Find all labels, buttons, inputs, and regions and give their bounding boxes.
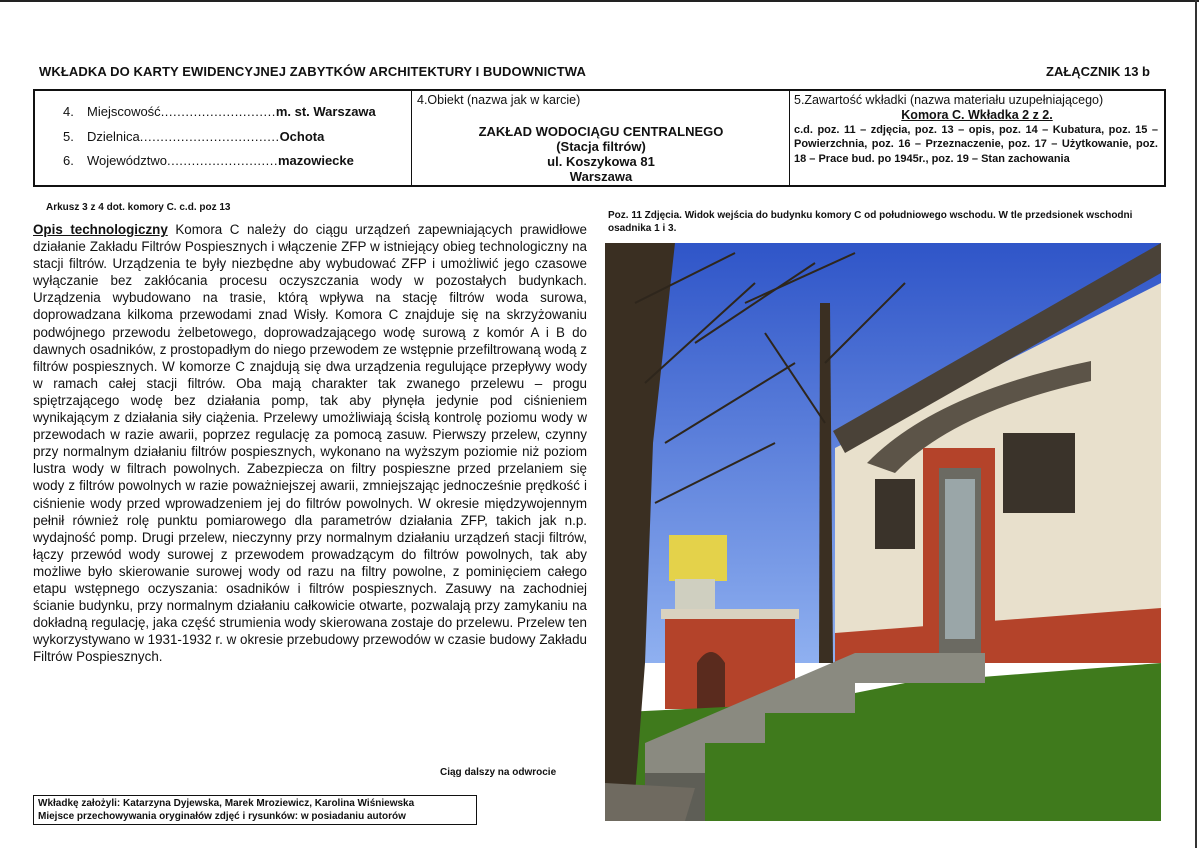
photo-path <box>605 783 695 821</box>
contents-cell <box>790 91 1164 185</box>
location-cell <box>35 91 412 185</box>
location-row-district: 5. Dzielnica..................................Ochota <box>63 129 325 144</box>
description-lead: Opis technologiczny <box>33 222 168 237</box>
photo-vestibule-arch <box>697 652 725 709</box>
photo-tower-base <box>675 579 715 609</box>
annex-label: ZAŁĄCZNIK 13 b <box>1046 64 1150 79</box>
photo-window-right <box>1003 433 1075 513</box>
photo-yellow-tower <box>669 535 727 581</box>
description-body: Komora C należy do ciągu urządzeń zapewniających prawidłowe działanie Zakładu Filtrów Pospiesznych i włączenie ZFP w istniejący obieg technologiczny na stacji filtrów. Urządzenia te były niezbędne aby wybudować ZFP i umożliwić jego czasowe wyłączanie bez zakłócania procesu oczyszczania wody w pozostałych budynkach. Urządzenia wybudowano na trasie, którą wpływa na stację filtrów woda surowa, doprowadzana kilkoma przewodami znad Wisły. Komora C znajduje się na skrzyżowaniu podwójnego przewodu żelbetowego, doprowadzającego wodę surową z komór A i B do dawnych osadników, z prostopadłym do niego przewodem ze wstępnie przefiltrowaną wodą z filtrów pospiesznych. W komorze C znajdują się dwa urządzenia regulujące przepływy wody w ramach całej stacji filtrów. Oba mają charakter tak zwanego przelewu – progu spiętrzającego wodę bez działania pomp, tak aby płynęła jedynie pod ciśnieniem wynikającym z działania siły ciążenia. Przelewy umożliwiają ścisłą kontrolę poziomu wody w przewodach w razie awarii, poprzez regulację za pomocą zasuw. Pierwszy przelew, czynny przy normalnym działaniu filtrów pospiesznych, wykonano na wyższym poziomie niż poziom lustra wody w filtrach powolnych. Zabezpiecza on filtry pospieszne przed przelaniem się wody z filtrów powolnych w razie poważniejszej awarii, zmniejszając jednocześnie prędkość i ciśnienie wody przed wprowadzeniem jej do filtrów powolnych. W okresie międzywojennym pełnił również rolę punktu pomiarowego dla parametrów działania ZFP, takich jak n.p. wydajność pomp. Drugi przelew, nieczynny przy normalnym działaniu urządzeń stacji filtrów, łączy przewód wody surowej z przewodem prowadzącym do filtrów powolnych, tak aby możliwe było skierowanie surowej wody od razu na filtry powolne, z pominięciem całego etapu wstępnego oczyszania: osadników i filtrów pospiesznych. Zasuwy na zachodniej ścianie budynku, przy normalnym działaniu całkowicie otwarte, pozwalają przy zamykaniu na dokładną regulację, jaka część strumienia wody skierowana zostaje do przelewu. Przelew ten wykorzystywano w 1931-1932 r. w okresie przebudowy przewodów w czasie budowy Zakładu Filtrów Pospiesznych. <box>33 222 587 665</box>
scan-edge-top <box>0 0 1199 2</box>
contents-text: c.d. poz. 11 – zdjęcia, poz. 13 – opis, poz. 14 – Kubatura, poz. 15 – Powierzchnia, poz. 16 – Przeznaczenie, poz. 17 – Użytkowanie, poz. 18 – Prace bud. po 1945r., poz. 19 – Stan zachowania <box>794 124 1158 165</box>
object-name-line: ZAKŁAD WODOCIĄGU CENTRALNEGO <box>478 124 724 139</box>
info-table <box>33 89 1166 187</box>
authors-box <box>33 795 477 825</box>
object-name-line: Warszawa <box>569 169 633 184</box>
sheet-note: Arkusz 3 z 4 dot. komory C. c.d. poz 13 <box>46 202 231 213</box>
photo-vestibule-cornice <box>661 609 799 619</box>
contents-label: 5.Zawartość wkładki (nazwa materiału uzupełniającego) <box>794 93 1104 107</box>
location-row-town: 4. Miejscowość............................m. st. Warszawa <box>63 104 376 119</box>
page-title: WKŁADKA DO KARTY EWIDENCYJNEJ ZABYTKÓW ARCHITEKTURY I BUDOWNICTWA <box>39 64 586 79</box>
object-name-line: (Stacja filtrów) <box>556 139 646 154</box>
photo-caption: Poz. 11 Zdjęcia. Widok wejścia do budynku komory C od południowego wschodu. W tle przedsionek wschodni osadnika 1 i 3. <box>608 210 1133 234</box>
photo-window-left <box>875 479 915 549</box>
storage-line: Miejsce przechowywania oryginałów zdjęć i rysunków: w posiadaniu autorów <box>38 811 406 822</box>
scan-edge-right <box>1195 0 1197 848</box>
contents-title: Komora C. Wkładka 2 z 2. <box>901 108 1053 122</box>
authors-line: Wkładkę założyli: Katarzyna Dyjewska, Marek Mroziewicz, Karolina Wiśniewska <box>38 798 415 809</box>
object-name-line: ul. Koszykowa 81 <box>547 154 655 169</box>
description-text <box>33 221 587 665</box>
location-row-voivodeship: 6. Województwo...........................mazowiecke <box>63 153 354 168</box>
object-label: 4.Obiekt (nazwa jak w karcie) <box>417 93 581 107</box>
building-photo <box>605 243 1161 821</box>
continued-note: Ciąg dalszy na odwrocie <box>440 767 557 778</box>
object-cell <box>412 91 790 185</box>
photo-door-glass <box>945 479 975 639</box>
